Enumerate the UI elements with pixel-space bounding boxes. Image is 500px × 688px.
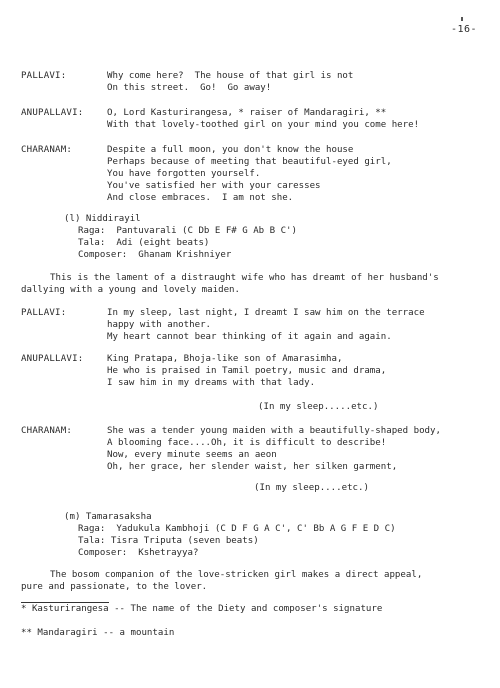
charanam-line: Now, every minute seems an aeon [107,450,277,460]
tala-line: Tala: Tisra Triputa (seven beats) [78,536,259,546]
anupallavi-line: He who is praised in Tamil poetry, music and drama, [107,366,387,376]
scan-mark [461,17,463,21]
composer-line: Composer: Ghanam Krishniyer [78,250,232,260]
anupallavi-line: I saw him in my dreams with that lady. [107,378,316,388]
footnote: ** Mandaragiri -- a mountain [21,628,175,638]
intro-line: This is the lament of a distraught wife who has dreamt of her husband's [50,273,439,283]
anupallavi-label: ANUPALLAVI: [21,108,84,118]
charanam-line: A blooming face....Oh, it is difficult to describe! [107,438,387,448]
footnote: * Kasturirangesa -- The name of the Diety and composer's signature [21,604,383,614]
pallavi-label: PALLAVI: [21,308,67,318]
refrain: (In my sleep....etc.) [254,483,369,493]
pallavi-line: Why come here? The house of that girl is not [107,71,354,81]
composer-line: Composer: Kshetrayya? [78,548,199,558]
refrain: (In my sleep.....etc.) [258,402,379,412]
intro-line: pure and passionate, to the lover. [21,582,208,592]
charanam-line: Despite a full moon, you don't know the house [107,145,354,155]
anupallavi-line: With that lovely-toothed girl on your mind you come here! [107,120,420,130]
pallavi-line: In my sleep, last night, I dreamt I saw him on the terrace [107,308,425,318]
anupallavi-line: O, Lord Kasturirangesa, * raiser of Mandaragiri, ** [107,108,387,118]
raga-line: Raga: Pantuvarali (C Db E F# G Ab B C') [78,226,297,236]
anupallavi-line: King Pratapa, Bhoja-like son of Amarasimha, [107,354,343,364]
charanam-line: You've satisfied her with your caresses [107,181,321,191]
charanam-label: CHARANAM: [21,426,73,436]
charanam-line: Perhaps because of meeting that beautiful-eyed girl, [107,157,392,167]
footnote-rule [21,602,109,603]
song-heading: (l) Niddirayil [64,214,141,224]
tala-line: Tala: Adi (eight beats) [78,238,210,248]
charanam-line: Oh, her grace, her slender waist, her silken garment, [107,462,398,472]
pallavi-line: On this street. Go! Go away! [107,83,272,93]
charanam-line: You have forgotten yourself. [107,169,261,179]
raga-line: Raga: Yadukula Kambhoji (C D F G A C', C' Bb A G F E D C) [78,524,396,534]
page-number: -16- [451,24,478,35]
pallavi-line: happy with another. [107,320,212,330]
anupallavi-label: ANUPALLAVI: [21,354,84,364]
song-heading: (m) Tamarasaksha [64,512,152,522]
intro-line: dallying with a young and lovely maiden. [21,285,240,295]
charanam-label: CHARANAM: [21,145,73,155]
intro-line: The bosom companion of the love-stricken girl makes a direct appeal, [50,570,423,580]
charanam-line: She was a tender young maiden with a beautifully-shaped body, [107,426,441,436]
pallavi-label: PALLAVI: [21,71,67,81]
charanam-line: And close embraces. I am not she. [107,193,294,203]
pallavi-line: My heart cannot bear thinking of it again and again. [107,332,392,342]
